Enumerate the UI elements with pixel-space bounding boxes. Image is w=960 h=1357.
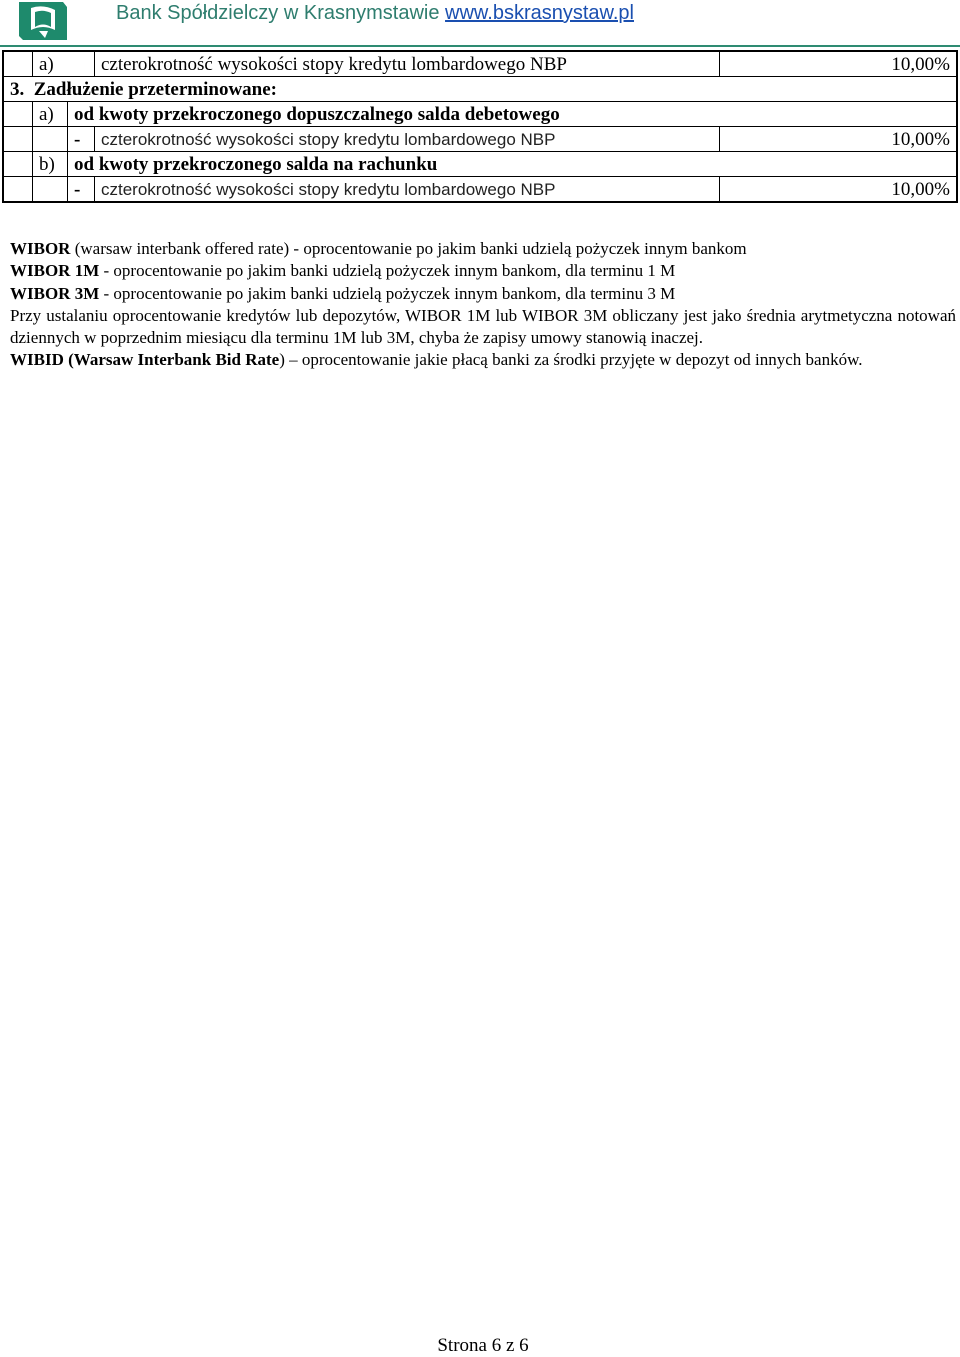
wibor-calculation-note: Przy ustalaniu oprocentowanie kredytów lub depozytów, WIBOR 1M lub WIBOR 3M obliczany jest jako średnia arytmetyczna notowań dziennych w poprzednim miesiącu dla terminu 1M lub 3M, chyba że zapisy umowy stanowią inaczej.: [10, 305, 956, 348]
wibid-definition: [10, 349, 956, 371]
definition: - oprocentowanie po jakim banki udzielą pożyczek innym bankom, dla terminu 1 M: [99, 261, 676, 281]
term: WIBID (Warsaw Interbank Bid Rate: [10, 350, 280, 370]
table-row: [3, 127, 957, 152]
interest-rates-table: [2, 50, 958, 203]
row-label: b): [33, 152, 68, 177]
row-text: czterokrotność wysokości stopy kredytu lombardowego NBP: [95, 177, 720, 203]
row-text: od kwoty przekroczonego dopuszczalnego salda debetowego: [68, 102, 958, 127]
row-dash: -: [68, 177, 95, 203]
row-label: a): [33, 51, 95, 77]
section-number: 3.: [10, 78, 25, 100]
table-row: [3, 51, 957, 77]
row-text: czterokrotność wysokości stopy kredytu lombardowego NBP: [95, 51, 720, 77]
table-row: [3, 152, 957, 177]
definition: (warsaw interbank offered rate) - oprocentowanie po jakim banki udzielą pożyczek innym bankom: [70, 239, 747, 258]
table-cell-empty: [33, 177, 68, 203]
wibor-definition: [10, 238, 956, 260]
table-row: [3, 77, 957, 102]
rate-value: 10,00%: [720, 127, 958, 152]
header-divider: [0, 45, 960, 47]
table-cell-empty: [3, 152, 33, 177]
table-row: [3, 102, 957, 127]
section-title: Zadłużenie przeterminowane:: [33, 78, 278, 100]
definition: ) – oprocentowanie jakie płacą banki za środki przyjęte w depozyt od innych banków.: [279, 350, 863, 370]
term: WIBOR 1M: [10, 261, 100, 281]
row-label: a): [33, 102, 68, 127]
wibor-1m-definition: [10, 260, 956, 282]
rate-value: 10,00%: [720, 177, 958, 203]
term: WIBOR 3M: [10, 283, 100, 303]
definitions-section: [10, 238, 956, 372]
page-number: Strona 6 z 6: [437, 1335, 529, 1356]
row-text: od kwoty przekroczonego salda na rachunku: [68, 152, 958, 177]
bank-logo-icon: [13, 0, 67, 42]
table-cell-empty: [3, 51, 33, 77]
row-dash: -: [68, 127, 95, 152]
table-cell-empty: [33, 127, 68, 152]
definition: - oprocentowanie po jakim banki udzielą pożyczek innym bankom, dla terminu 3 M: [99, 283, 676, 303]
table-cell-empty: [3, 177, 33, 203]
row-text: czterokrotność wysokości stopy kredytu lombardowego NBP: [95, 127, 720, 152]
bank-name: Bank Spółdzielczy w Krasnymstawie: [116, 2, 440, 24]
wibor-3m-definition: [10, 283, 956, 305]
section-heading: [3, 77, 957, 102]
table-row: [3, 177, 957, 203]
header-title-line: [116, 2, 634, 25]
page-header: [0, 0, 960, 46]
table-cell-empty: [3, 127, 33, 152]
term: WIBOR: [10, 239, 71, 258]
bank-website-link[interactable]: www.bskrasnystaw.pl: [445, 2, 634, 24]
rate-value: 10,00%: [720, 51, 958, 77]
table-cell-empty: [3, 102, 33, 127]
